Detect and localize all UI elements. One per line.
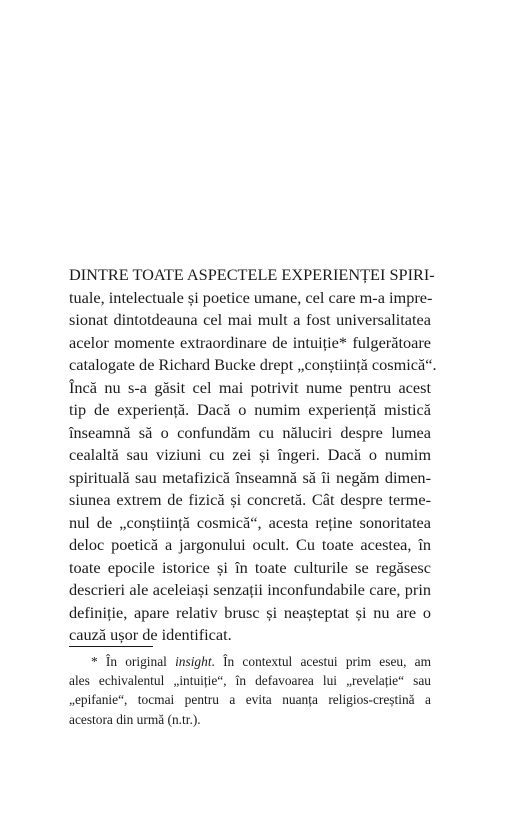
text-line: cealaltă sau viziuni cu zei și îngeri. Dacă o numim	[69, 445, 431, 464]
text-line: tuale, intelectuale și poetice umane, cel care m-a impre-	[69, 287, 433, 307]
footnote-line	[69, 652, 431, 671]
text-line: cauză ușor de identificat.	[69, 625, 232, 644]
footnote	[69, 652, 431, 729]
footnote-line: acestora din urmă (n.tr.).	[69, 711, 201, 727]
text-line: deloc poetică a jargonului ocult. Cu toate acestea, în	[69, 535, 431, 554]
footnote-divider	[69, 646, 153, 647]
text-line: înseamnă să o confundăm cu năluciri despre lumea	[69, 422, 431, 442]
footnote-line: ales echivalentul „intuiție“, în defavoarea lui „revelație“ sau	[69, 673, 431, 689]
footnote-italic-term: insight	[175, 654, 212, 669]
text-line: spirituală sau metafizică înseamnă să îi negăm dimen-	[69, 467, 431, 487]
text-line: acelor momente extraordinare de intuiție* fulgerătoare	[69, 332, 431, 352]
text-line: Încă nu s-a găsit cel mai potrivit nume pentru acest	[69, 377, 431, 397]
text-line: siunea extrem de fizică și concretă. Cât despre terme-	[69, 490, 431, 509]
text-line: nul de „conștiință cosmică“, acesta reține sonoritatea	[69, 512, 431, 532]
footnote-line-text: . În contextul acestui prim eseu, am	[211, 654, 431, 669]
text-line: DINTRE TOATE ASPECTELE EXPERIENȚEI SPIRI-	[69, 265, 435, 284]
text-line: tip de experiență. Dacă o numim experiență mistică	[69, 400, 431, 419]
text-line: toate epocile istorice și în toate culturile se regăsesc	[69, 557, 431, 577]
text-line: descrieri ale aceleiași senzații inconfundabile care, prin	[69, 580, 431, 599]
text-line: definiție, apare relativ brusc și neașteptat și nu are o	[69, 602, 431, 622]
text-line: catalogate de Richard Bucke drept „conștiință cosmică“.	[69, 355, 437, 374]
main-paragraph	[69, 264, 437, 647]
footnote-line: „epifanie“, tocmai pentru a evita nuanța religios-creștină a	[69, 692, 431, 708]
footnote-marker-text: * În original	[91, 654, 176, 669]
text-line: sionat dintotdeauna cel mai mult a fost universalitatea	[69, 310, 431, 329]
